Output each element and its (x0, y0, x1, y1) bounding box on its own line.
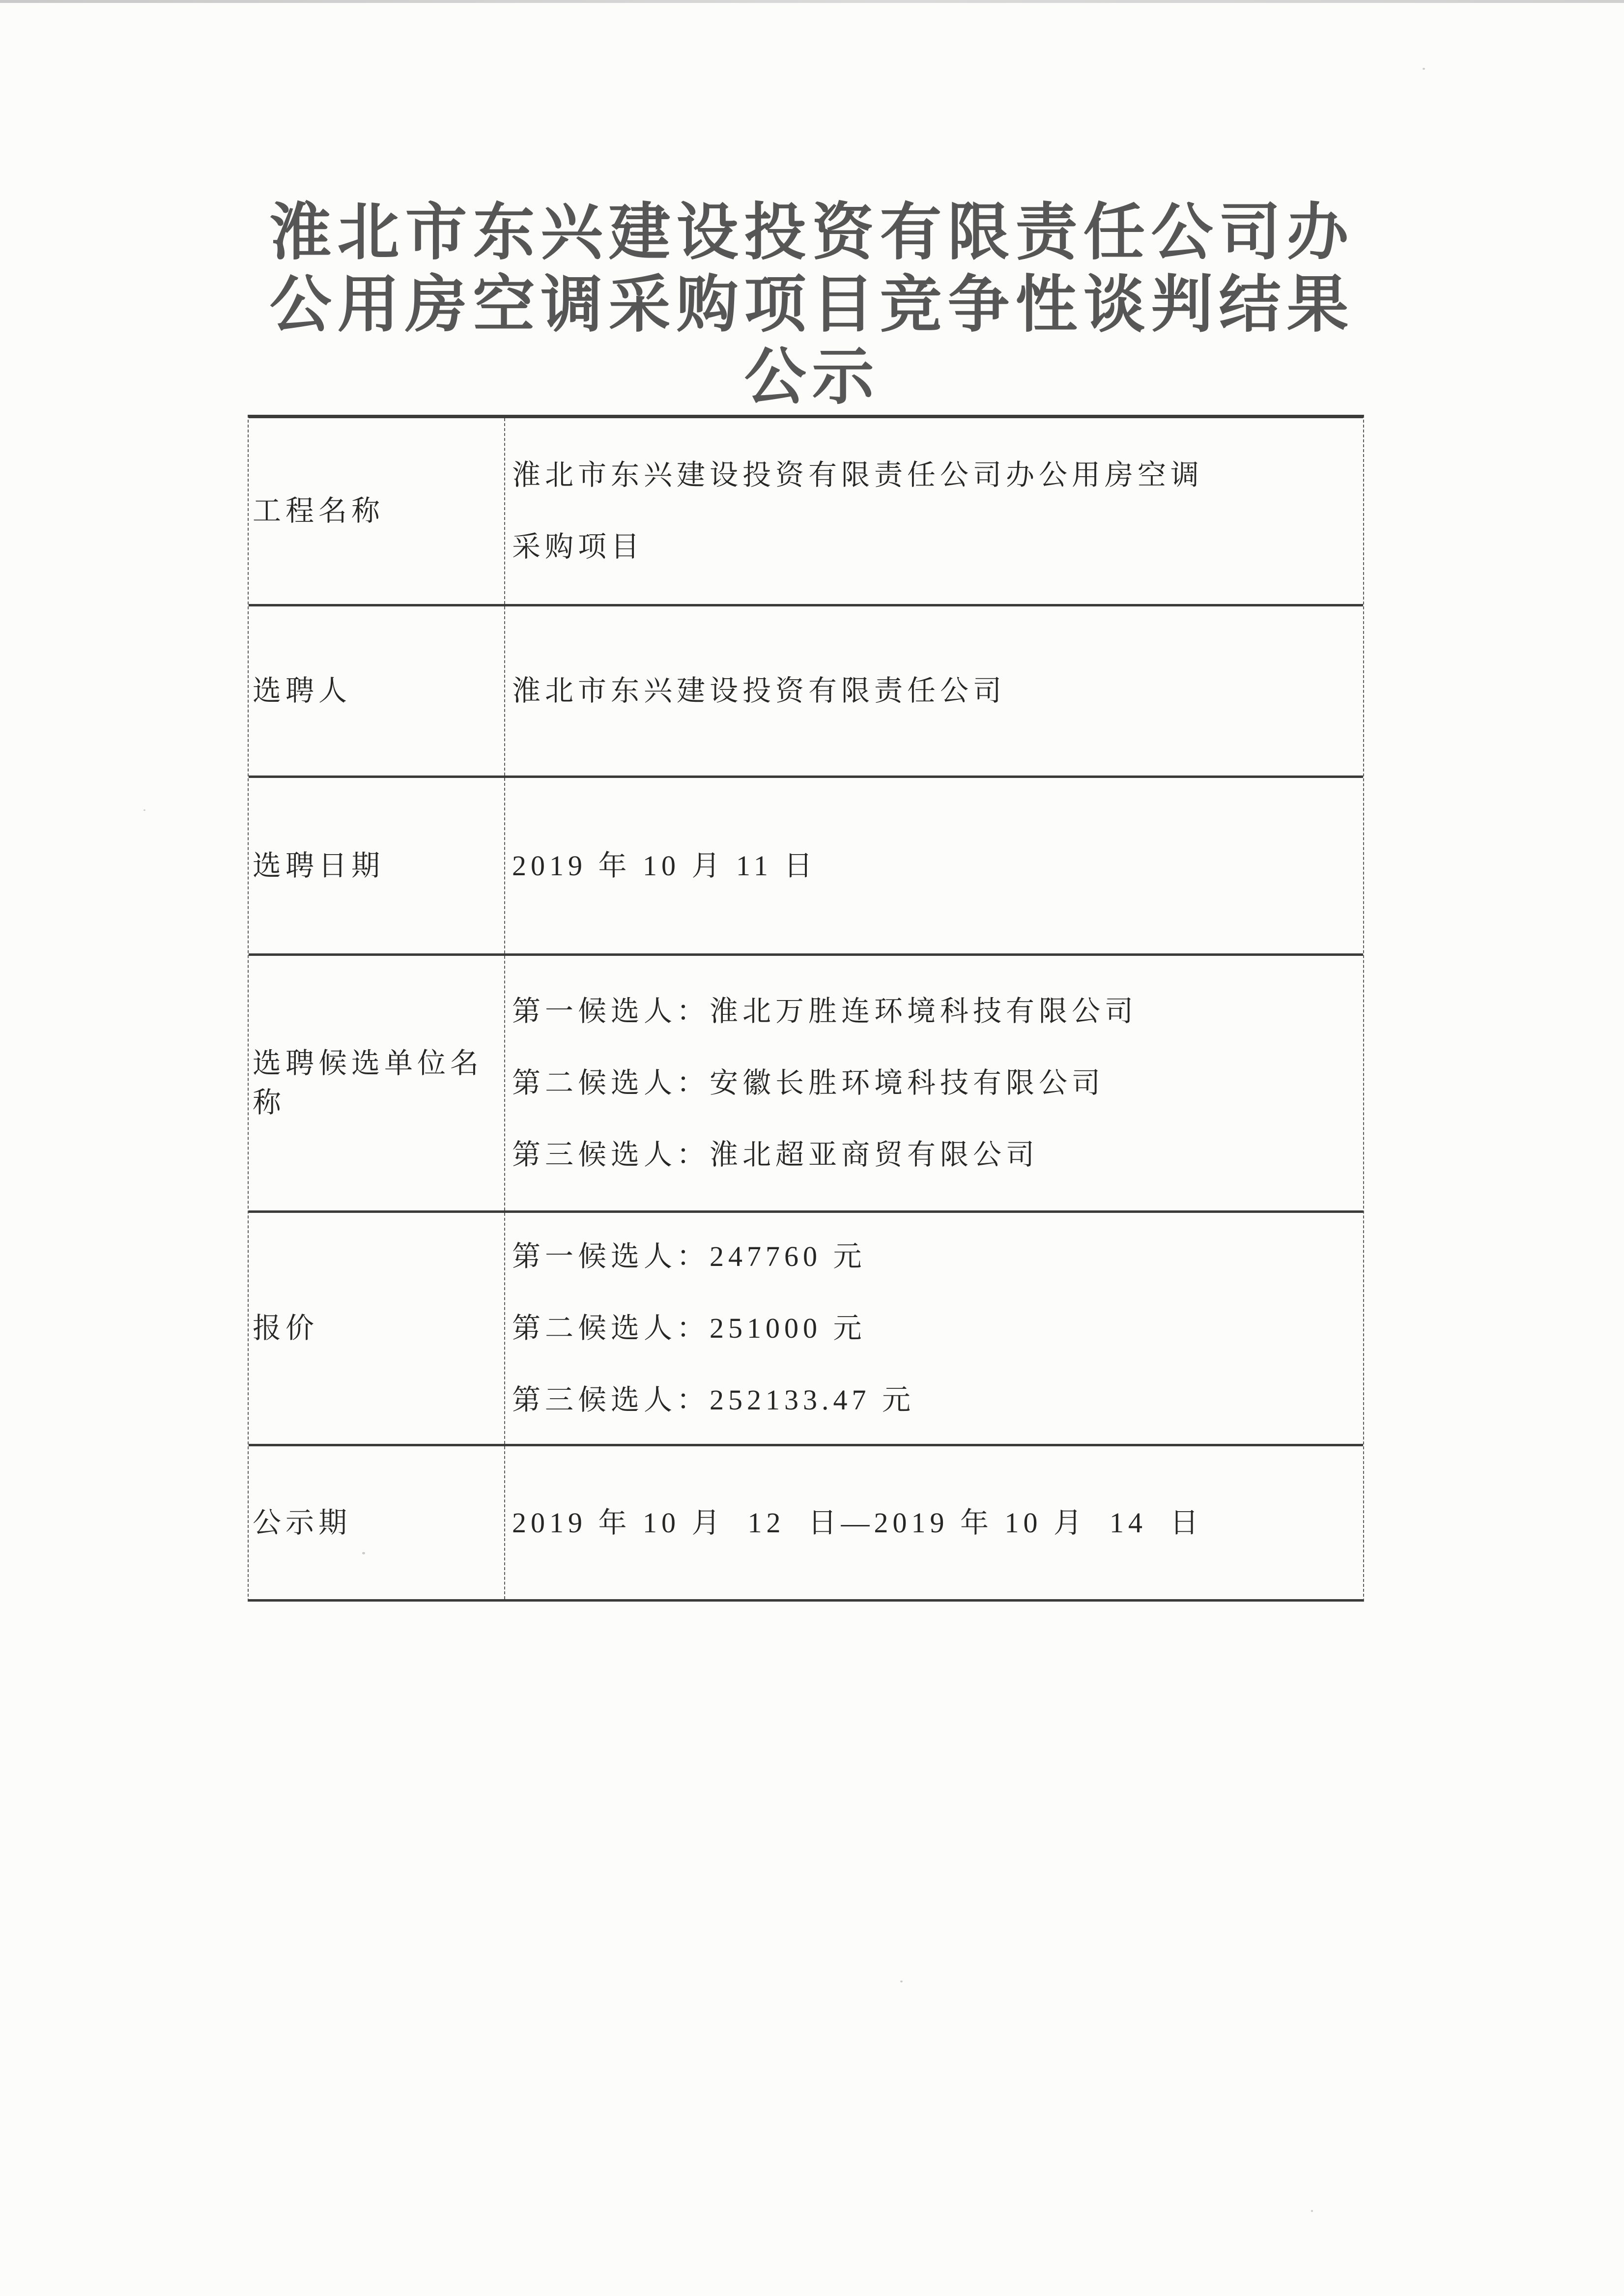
cell-line: 第三候选人：252133.47 元 (512, 1384, 915, 1416)
row-value-publicity-period (505, 1446, 1363, 1599)
row-label-project-name: 工程名称 (249, 418, 505, 604)
row-label-candidate-units: 选聘候选单位名称 (249, 956, 505, 1210)
table-row-publicity-period (249, 1446, 1363, 1599)
scan-speck (1311, 2210, 1313, 2212)
row-value-project-name (505, 418, 1363, 604)
table-row-selector (249, 606, 1363, 778)
scan-speck (1423, 68, 1425, 70)
scan-speck (362, 1552, 365, 1554)
scan-speck (900, 1980, 903, 1982)
table-row-project-name (249, 418, 1363, 606)
scan-edge-artifact (0, 0, 1624, 3)
title-line-2: 公用房空调采购项目竞争性谈判结果 (269, 270, 1355, 339)
cell-line: 2019 年 10 月 11 日 (512, 849, 817, 882)
cell-line: 第一候选人：淮北万胜连环境科技有限公司 (512, 995, 1138, 1027)
cell-line: 第三候选人：淮北超亚商贸有限公司 (512, 1139, 1039, 1171)
cell-line: 淮北市东兴建设投资有限责任公司办公用房空调 (512, 459, 1204, 491)
cell-line: 第二候选人：251000 元 (512, 1312, 866, 1344)
row-value-candidate-units (505, 956, 1363, 1210)
cell-line: 2019 年 10 月 12 日—2019 年 10 月 14 日 (512, 1506, 1203, 1539)
row-label-selection-date: 选聘日期 (249, 778, 505, 953)
row-label-selector: 选聘人 (249, 606, 505, 775)
cell-line: 淮北市东兴建设投资有限责任公司 (512, 675, 1006, 707)
row-value-quotation (505, 1213, 1363, 1444)
table-row-quotation (249, 1213, 1363, 1446)
document-title (0, 196, 1624, 413)
table-row-candidate-units (249, 956, 1363, 1213)
title-line-1: 淮北市东兴建设投资有限责任公司办 (269, 198, 1355, 267)
table-row-selection-date (249, 778, 1363, 956)
row-label-publicity-period: 公示期 (249, 1446, 505, 1599)
row-value-selection-date (505, 778, 1363, 953)
scan-speck (143, 809, 145, 811)
row-label-quotation: 报价 (249, 1213, 505, 1444)
cell-line: 第二候选人：安徽长胜环境科技有限公司 (512, 1067, 1105, 1099)
title-line-3: 公示 (744, 342, 880, 411)
cell-line: 采购项目 (512, 531, 644, 563)
row-value-selector (505, 606, 1363, 775)
result-table (248, 415, 1364, 1602)
cell-line: 第一候选人：247760 元 (512, 1240, 866, 1272)
